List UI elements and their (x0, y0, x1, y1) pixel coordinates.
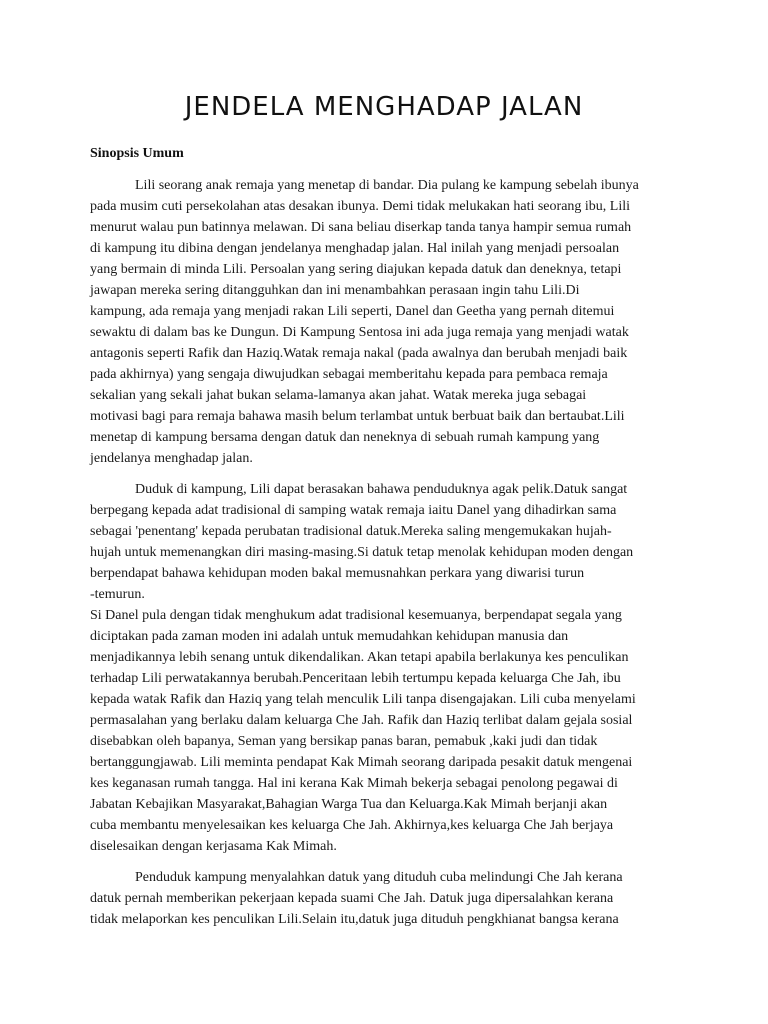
section-heading: Sinopsis Umum (90, 146, 184, 161)
text-line: permasalahan yang berlaku dalam keluarga Che Jah. Rafik dan Haziq terlibat dalam gejala sosial (90, 713, 633, 728)
text-line: berpegang kepada adat tradisional di samping watak remaja iaitu Danel yang dihadirkan sama (90, 503, 617, 518)
text-line: cuba membantu menyelesaikan kes keluarga Che Jah. Akhirnya,kes keluarga Che Jah berjaya (90, 818, 614, 833)
text-line: jendelanya menghadap jalan. (90, 451, 253, 466)
text-line: motivasi bagi para remaja bahawa masih belum terlambat untuk berbuat baik dan bertaubat.Lili (90, 409, 625, 424)
text-line: menurut walau pun batinnya melawan. Di sana beliau diserkap tanda tanya hampir semua rumah (90, 220, 632, 235)
text-line: di kampung itu dibina dengan jendelanya menghadap jalan. Hal inilah yang menjadi persoalan (90, 241, 620, 256)
text-line: -temurun. (90, 587, 145, 602)
document-title: JENDELA MENGHADAP JALAN (184, 92, 584, 122)
text-line: menjadikannya lebih senang untuk dikendalikan. Akan tetapi apabila berlakunya kes penculikan (90, 650, 629, 665)
text-line: yang bermain di minda Lili. Persoalan yang sering diajukan kepada datuk dan deneknya, tetapi (90, 262, 622, 277)
text-line: kampung, ada remaja yang menjadi rakan Lili seperti, Danel dan Geetha yang pernah ditemui (90, 304, 615, 319)
text-line: sekalian yang sekali jahat bukan selama-lamanya akan jahat. Watak mereka juga sebagai (90, 388, 587, 403)
text-line: diselesaikan dengan kerjasama Kak Mimah. (90, 839, 337, 854)
text-line: kes keganasan rumah tangga. Hal ini kerana Kak Mimah bekerja sebagai penolong pegawai di (90, 776, 618, 791)
text-line: terhadap Lili perwatakannya berubah.Penceritaan lebih tertumpu kepada keluarga Che Jah, ibu (90, 671, 621, 686)
text-line: berpendapat bahawa kehidupan moden bakal memusnahkan perkara yang diwarisi turun (90, 566, 585, 581)
text-line: tidak melaporkan kes penculikan Lili.Selain itu,datuk juga dituduh pengkhianat bangsa kerana (90, 912, 619, 927)
text-line: jawapan mereka sering ditangguhkan dan ini menambahkan perasaan ingin tahu Lili.Di (90, 283, 580, 298)
text-line: Duduk di kampung, Lili dapat berasakan bahawa penduduknya agak pelik.Datuk sangat (135, 482, 628, 497)
text-line: Si Danel pula dengan tidak menghukum adat tradisional kesemuanya, berpendapat segala yang (90, 608, 622, 623)
text-line: diciptakan pada zaman moden ini adalah untuk memudahkan kehidupan manusia dan (90, 629, 569, 644)
text-line: menetap di kampung bersama dengan datuk dan neneknya di sebuah rumah kampung yang (90, 430, 600, 445)
text-line: sewaktu di dalam bas ke Dungun. Di Kampung Sentosa ini ada juga remaja yang menjadi watak (90, 325, 629, 340)
text-line: pada akhirnya) yang sengaja diwujudkan sebagai memberitahu kepada para pembaca remaja (90, 367, 608, 382)
text-line: datuk pernah memberikan pekerjaan kepada suami Che Jah. Datuk juga dipersalahkan kerana (90, 891, 614, 906)
text-line: Penduduk kampung menyalahkan datuk yang dituduh cuba melindungi Che Jah kerana (135, 870, 623, 885)
text-line: Lili seorang anak remaja yang menetap di bandar. Dia pulang ke kampung sebelah ibunya (135, 178, 639, 193)
text-line: pada musim cuti persekolahan atas desakan ibunya. Demi tidak melukakan hati seorang ibu, Lili (90, 199, 631, 214)
text-line: disebabkan oleh bapanya, Seman yang bersikap panas baran, pemabuk ,kaki judi dan tidak (90, 734, 598, 749)
text-line: sebagai 'penentang' kepada perubatan tradisional datuk.Mereka saling mengemukakan hujah- (90, 524, 612, 539)
text-line: Jabatan Kebajikan Masyarakat,Bahagian Warga Tua dan Keluarga.Kak Mimah berjanji akan (90, 797, 608, 812)
text-line: hujah untuk memenangkan diri masing-masing.Si datuk tetap menolak kehidupan moden dengan (90, 545, 634, 560)
text-line: kepada watak Rafik dan Haziq yang telah menculik Lili tanpa disengajakan. Lili cuba menyelami (90, 692, 636, 707)
text-line: bertanggungjawab. Lili meminta pendapat Kak Mimah seorang daripada pesakit datuk mengenai (90, 755, 633, 770)
text-line: antagonis seperti Rafik dan Haziq.Watak remaja nakal (pada awalnya dan berubah menjadi baik (90, 346, 628, 361)
